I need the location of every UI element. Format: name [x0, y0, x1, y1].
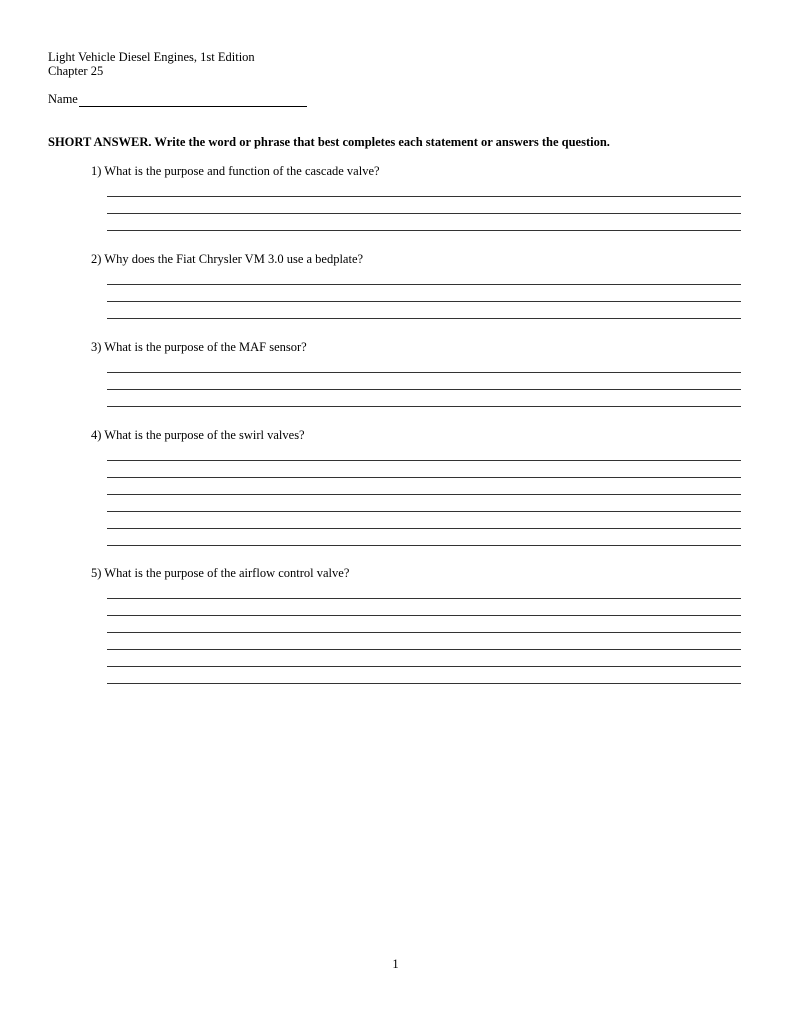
- answer-line-q4-3[interactable]: [107, 494, 741, 495]
- answer-line-q2-2[interactable]: [107, 301, 741, 302]
- answer-line-q4-2[interactable]: [107, 477, 741, 478]
- answer-line-q3-2[interactable]: [107, 389, 741, 390]
- answer-line-q5-4[interactable]: [107, 649, 741, 650]
- question-2: 2) Why does the Fiat Chrysler VM 3.0 use a bedplate?: [91, 252, 364, 266]
- answer-line-q5-1[interactable]: [107, 598, 741, 599]
- answer-line-q1-3[interactable]: [107, 230, 741, 231]
- name-label: Name: [48, 92, 78, 106]
- answer-line-q5-3[interactable]: [107, 632, 741, 633]
- chapter-label: Chapter 25: [48, 64, 104, 78]
- answer-line-q5-6[interactable]: [107, 683, 741, 684]
- page-number: 1: [392, 957, 399, 971]
- question-1: 1) What is the purpose and function of the cascade valve?: [91, 164, 380, 178]
- answer-line-q4-5[interactable]: [107, 528, 741, 529]
- answer-line-q4-6[interactable]: [107, 545, 741, 546]
- answer-line-q1-2[interactable]: [107, 213, 741, 214]
- answer-line-q3-1[interactable]: [107, 372, 741, 373]
- answer-line-q2-3[interactable]: [107, 318, 741, 319]
- name-field[interactable]: [79, 93, 307, 107]
- instructions: SHORT ANSWER. Write the word or phrase that best completes each statement or answers the question.: [48, 135, 610, 149]
- book-title: Light Vehicle Diesel Engines, 1st Edition: [48, 50, 255, 64]
- document-header: [48, 50, 255, 78]
- question-5: 5) What is the purpose of the airflow control valve?: [91, 566, 350, 580]
- answer-line-q4-4[interactable]: [107, 511, 741, 512]
- answer-line-q5-2[interactable]: [107, 615, 741, 616]
- answer-line-q3-3[interactable]: [107, 406, 741, 407]
- answer-line-q5-5[interactable]: [107, 666, 741, 667]
- answer-line-q4-1[interactable]: [107, 460, 741, 461]
- answer-line-q2-1[interactable]: [107, 284, 741, 285]
- name-row: [48, 92, 307, 107]
- question-4: 4) What is the purpose of the swirl valves?: [91, 428, 305, 442]
- answer-line-q1-1[interactable]: [107, 196, 741, 197]
- question-3: 3) What is the purpose of the MAF sensor?: [91, 340, 307, 354]
